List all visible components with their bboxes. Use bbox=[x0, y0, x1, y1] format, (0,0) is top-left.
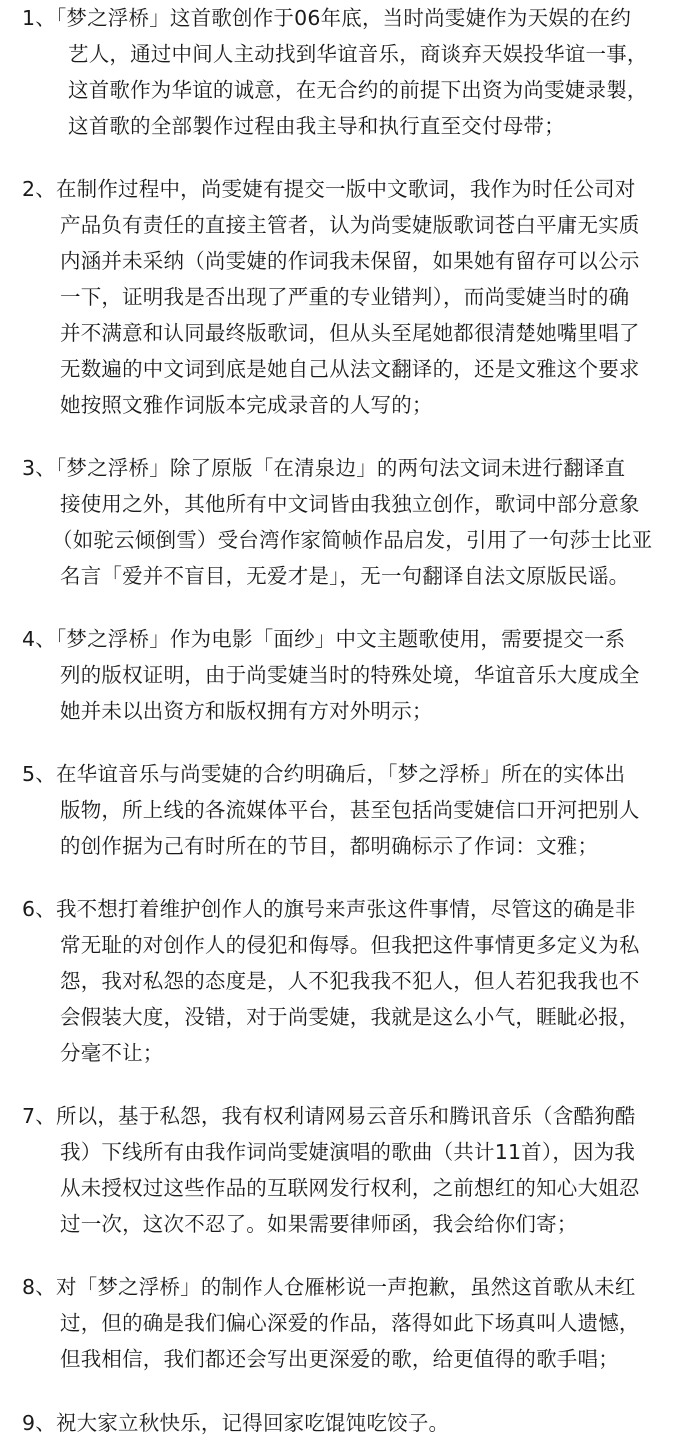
text-line: 9、祝大家立秋快乐，记得回家吃馄饨吃饺子。 bbox=[22, 1411, 450, 1435]
text-line: 常无耻的对创作人的侵犯和侮辱。但我把这件事情更多定义为私 bbox=[60, 933, 640, 957]
text-line: 版物，所上线的各流媒体平台，甚至包括尚雯婕信口开河把别人 bbox=[60, 798, 640, 822]
text-line: 2、在制作过程中，尚雯婕有提交一版中文歌词，我作为时任公司对 bbox=[22, 177, 636, 201]
text-line: 她并未以出资方和版权拥有方对外明示； bbox=[60, 699, 433, 723]
text-line: 列的版权证明，由于尚雯婕当时的特殊处境，华谊音乐大度成全 bbox=[60, 663, 640, 687]
text-line: 我）下线所有由我作词尚雯婕演唱的歌曲（共计11首），因为我 bbox=[60, 1140, 636, 1164]
text-line: 的创作据为己有时所在的节目，都明确标示了作词：文雅； bbox=[60, 834, 599, 858]
text-line: 会假装大度，没错，对于尚雯婕，我就是这么小气，睚眦必报， bbox=[60, 1005, 640, 1029]
text-line: 艺人，通过中间人主动找到华谊音乐，商谈弃天娱投华谊一事， bbox=[68, 42, 648, 66]
text-line: 5、在华谊音乐与尚雯婕的合约明确后，「梦之浮桥」所在的实体出 bbox=[22, 762, 626, 786]
text-line: 这首歌的全部製作过程由我主导和执行直至交付母带； bbox=[68, 114, 565, 138]
text-line: 但我相信，我们都还会写出更深爱的歌，给更值得的歌手唱； bbox=[60, 1347, 619, 1371]
text-line: 分毫不让； bbox=[60, 1041, 164, 1065]
text-line: 3、「梦之浮桥」除了原版「在清泉边」的两句法文词未进行翻译直 bbox=[22, 456, 626, 480]
text-line: 从未授权过这些作品的互联网发行权利，之前想红的知心大姐忍 bbox=[60, 1176, 640, 1200]
text-line: 4、「梦之浮桥」作为电影「面纱」中文主题歌使用，需要提交一系 bbox=[22, 627, 626, 651]
text-line: 怨，我对私怨的态度是，人不犯我我不犯人，但人若犯我我也不 bbox=[60, 969, 640, 993]
text-line: 内涵并未采纳（尚雯婕的作词我未保留，如果她有留存可以公示 bbox=[60, 249, 640, 273]
text-line: 并不满意和认同最终版歌词，但从头至尾她都很清楚她嘴里唱了 bbox=[60, 321, 640, 345]
text-line: 这首歌作为华谊的诚意，在无合约的前提下出资为尚雯婕录製， bbox=[68, 78, 648, 102]
text-line: 一下，证明我是否出现了严重的专业错判），而尚雯婕当时的确 bbox=[60, 285, 630, 309]
text-line: 6、我不想打着维护创作人的旗号来声张这件事情，尽管这的确是非 bbox=[22, 897, 636, 921]
text-line: 1、「梦之浮桥」这首歌创作于06年底，当时尚雯婕作为天娱的在约 bbox=[22, 6, 632, 30]
text-line: 8、对「梦之浮桥」的制作人仓雁彬说一声抱歉，虽然这首歌从未红 bbox=[22, 1275, 636, 1299]
text-line: 过，但的确是我们偏心深爱的作品，落得如此下场真叫人遗憾， bbox=[60, 1311, 640, 1335]
text-line: 名言「爱并不盲目，无爱才是」，无一句翻译自法文原版民谣。 bbox=[60, 564, 630, 588]
text-line: 接使用之外，其他所有中文词皆由我独立创作，歌词中部分意象 bbox=[60, 492, 640, 516]
text-line: 她按照文雅作词版本完成录音的人写的； bbox=[60, 393, 433, 417]
text-line: 产品负有责任的直接主管者，认为尚雯婕版歌词苍白平庸无实质 bbox=[60, 213, 640, 237]
text-line: 过一次，这次不忍了。如果需要律师函，我会给你们寄； bbox=[60, 1212, 578, 1236]
text-line: 7、所以，基于私怨，我有权利请网易云音乐和腾讯音乐（含酷狗酷 bbox=[22, 1104, 636, 1128]
text-line: 无数遍的中文词到底是她自己从法文翻译的，还是文雅这个要求 bbox=[60, 357, 640, 381]
text-line: （如驼云倾倒雪）受台湾作家简帧作品启发，引用了一句莎士比亚 bbox=[52, 528, 653, 552]
